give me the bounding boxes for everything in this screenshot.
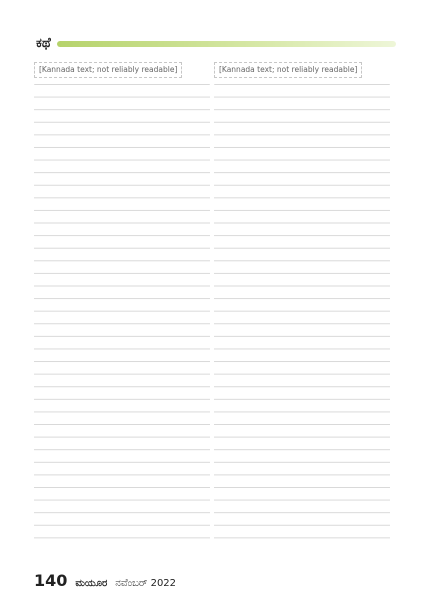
right-text-lines-placeholder <box>214 84 390 544</box>
section-strip <box>34 36 396 52</box>
magazine-name: ಮಯೂರ <box>75 578 108 589</box>
page-footer <box>34 572 176 590</box>
left-column <box>34 62 210 562</box>
left-column-content <box>34 62 210 544</box>
section-label: ಕಥೆ <box>36 36 51 51</box>
right-column <box>214 62 390 562</box>
right-unreadable-note: [Kannada text; not reliably readable] <box>214 62 362 78</box>
section-accent-bar <box>57 41 396 47</box>
page-number: 140 <box>34 571 68 590</box>
left-unreadable-note: [Kannada text; not reliably readable] <box>34 62 182 78</box>
issue-date: ನವೆಂಬರ್ 2022 <box>115 578 177 589</box>
left-text-lines-placeholder <box>34 84 210 544</box>
right-column-content <box>214 62 390 544</box>
